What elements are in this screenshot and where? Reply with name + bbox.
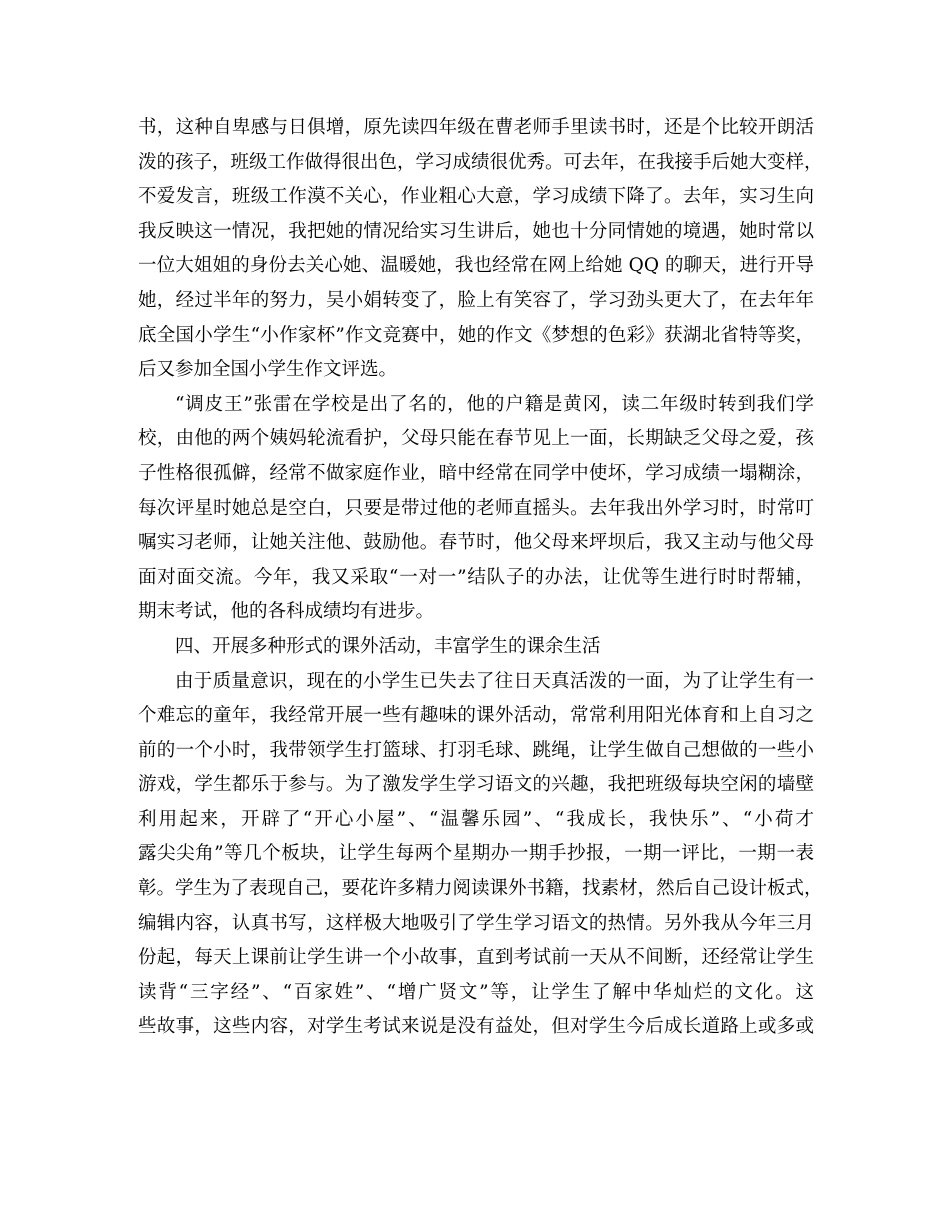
text-line: 不爱发言，班级工作漠不关心，作业粗心大意，学习成绩下降了。去年，实习生向 [138, 186, 814, 208]
text-line: 她，经过半年的努力，吴小娟转变了，脸上有笑容了，学习劲头更大了，在去年年 [138, 289, 814, 311]
text-line: 份起，每天上课前让学生讲一个小故事，直到考试前一天从不间断，还经常让学生 [138, 947, 814, 969]
text-line: 游戏，学生都乐于参与。为了激发学生学习语文的兴趣，我把班级每块空闲的墙壁 [138, 774, 814, 796]
document-body [138, 111, 823, 1045]
text-line: 子性格很孤僻，经常不做家庭作业，暗中经常在同学中使坏，学习成绩一塌糊涂， [138, 462, 814, 484]
text-line: 嘱实习老师，让她关注他、鼓励他。春节时，他父母来坪坝后，我又主动与他父母 [138, 532, 814, 554]
text-line: 校，由他的两个姨妈轮流看护，父母只能在春节见上一面，长期缺乏父母之爱，孩 [138, 428, 814, 450]
text-line: 前的一个小时，我带领学生打篮球、打羽毛球、跳绳，让学生做自己想做的一些小 [138, 739, 814, 761]
paragraph-start-line: 由于质量意识，现在的小学生已失去了往日天真活泼的一面，为了让学生有一 [175, 670, 814, 692]
section-heading: 四、开展多种形式的课外活动，丰富学生的课余生活 [175, 635, 601, 657]
text-line: 利用起来，开辟了“开心小屋”、“温馨乐园”、“我成长，我快乐”、“小荷才 [138, 808, 814, 830]
paragraph-start-line: “调皮王”张雷在学校是出了名的，他的户籍是黄冈，读二年级时转到我们学 [175, 393, 814, 415]
text-line: 彰。学生为了表现自己，要花许多精力阅读课外书籍，找素材，然后自己设计板式， [138, 878, 823, 900]
text-line: 期末考试，他的各科成绩均有进步。 [138, 601, 435, 623]
text-line: 泼的孩子，班级工作做得很出色，学习成绩很优秀。可去年，在我接手后她大变样， [138, 151, 823, 173]
text-line: 读背“三字经”、“百家姓”、“增广贤文”等，让学生了解中华灿烂的文化。这 [138, 981, 814, 1003]
text-line: 面对面交流。今年，我又采取“一对一”结队子的办法，让优等生进行时时帮辅， [138, 566, 814, 588]
text-line: 每次评星时她总是空白，只要是带过他的老师直摇头。去年我出外学习时，时常叮 [138, 497, 814, 519]
text-line: 一位大姐姐的身份去关心她、温暖她，我也经常在网上给她 QQ 的聊天，进行开导 [138, 255, 814, 277]
text-line: 书，这种自卑感与日俱增，原先读四年级在曹老师手里读书时，还是个比较开朗活 [138, 117, 814, 138]
text-line: 露尖尖角”等几个板块，让学生每两个星期办一期手抄报，一期一评比，一期一表 [138, 843, 814, 865]
text-line: 后又参加全国小学生作文评选。 [138, 359, 398, 381]
text-line: 底全国小学生“小作家杯”作文竞赛中，她的作文《梦想的色彩》获湖北省特等奖， [138, 324, 814, 346]
text-line: 些故事，这些内容，对学生考试来说是没有益处，但对学生今后成长道路上或多或 [138, 1016, 814, 1038]
text-line: 编辑内容，认真书写，这样极大地吸引了学生学习语文的热情。另外我从今年三月 [138, 912, 814, 934]
text-line: 个难忘的童年，我经常开展一些有趣味的课外活动，常常利用阳光体育和上自习之 [138, 705, 814, 727]
text-line: 我反映这一情况，我把她的情况给实习生讲后，她也十分同情她的境遇，她时常以 [138, 220, 814, 242]
